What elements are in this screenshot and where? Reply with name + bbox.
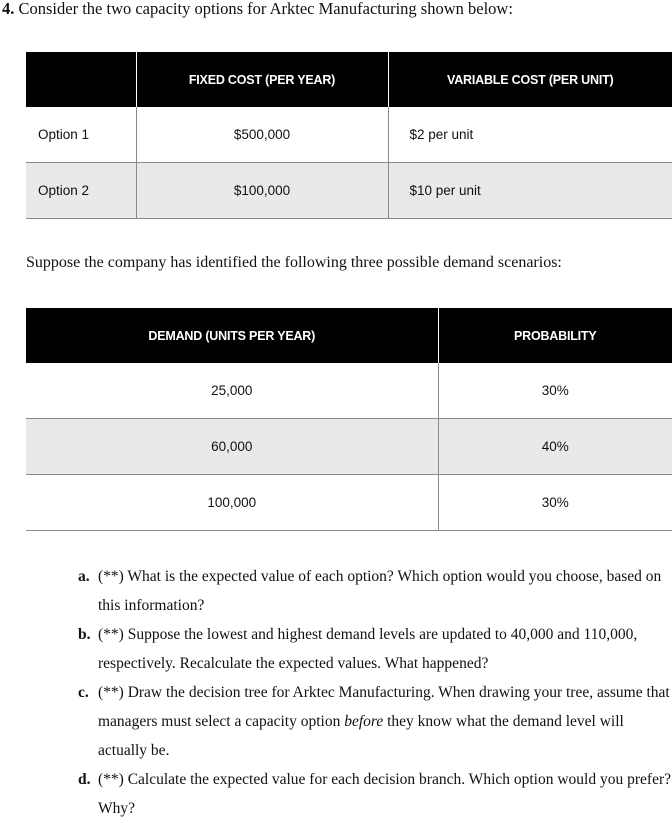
problem-heading: [2, 0, 513, 20]
variable-cost: $2 per unit: [388, 107, 672, 163]
option-name: Option 1: [26, 107, 136, 163]
question-b: [78, 620, 672, 678]
question-d: [78, 765, 672, 823]
question-a: [78, 562, 672, 620]
demand-scenarios-table: [26, 308, 672, 531]
demand-intro-text: Suppose the company has identified the following three possible demand scenarios:: [26, 254, 562, 271]
probability-value: 40%: [438, 419, 672, 475]
fixed-cost: $500,000: [136, 107, 388, 163]
question-list: [78, 562, 672, 823]
probability-value: 30%: [438, 363, 672, 419]
table-row: [26, 107, 672, 163]
demand-value: 25,000: [26, 363, 438, 419]
question-letter: d.: [78, 771, 91, 788]
question-letter: b.: [78, 626, 91, 643]
table-header-row: [26, 308, 672, 363]
question-c: [78, 678, 672, 765]
question-text: (**) Draw the decision tree for Arktec Manufacturing. When drawing your tree, assume that managers must select a capacity option before they know what the demand level will actually be.: [98, 684, 670, 759]
fixed-cost: $100,000: [136, 163, 388, 219]
column-header-option: [26, 52, 136, 107]
question-text: (**) Calculate the expected value for each decision branch. Which option would you prefer? Why?: [98, 771, 671, 817]
problem-statement: Consider the two capacity options for Arktec Manufacturing shown below:: [18, 0, 513, 18]
column-header-demand: DEMAND (UNITS PER YEAR): [26, 308, 438, 363]
demand-value: 60,000: [26, 419, 438, 475]
question-text: (**) What is the expected value of each option? Which option would you choose, based on this information?: [98, 568, 662, 614]
demand-value: 100,000: [26, 475, 438, 531]
question-text: (**) Suppose the lowest and highest demand levels are updated to 40,000 and 110,000, respectively. Recalculate the expected values. What happened?: [98, 626, 638, 672]
probability-value: 30%: [438, 475, 672, 531]
column-header-fixed-cost: FIXED COST (PER YEAR): [136, 52, 388, 107]
variable-cost: $10 per unit: [388, 163, 672, 219]
table-row: [26, 163, 672, 219]
question-letter: c.: [78, 684, 89, 701]
capacity-options-table: [26, 52, 672, 219]
table-header-row: [26, 52, 672, 107]
question-letter: a.: [78, 568, 90, 585]
table-row: [26, 419, 672, 475]
emphasis-before: before: [344, 713, 384, 730]
table-row: [26, 475, 672, 531]
option-name: Option 2: [26, 163, 136, 219]
problem-number: 4.: [2, 0, 15, 18]
table-row: [26, 363, 672, 419]
column-header-variable-cost: VARIABLE COST (PER UNIT): [388, 52, 672, 107]
column-header-probability: PROBABILITY: [438, 308, 672, 363]
